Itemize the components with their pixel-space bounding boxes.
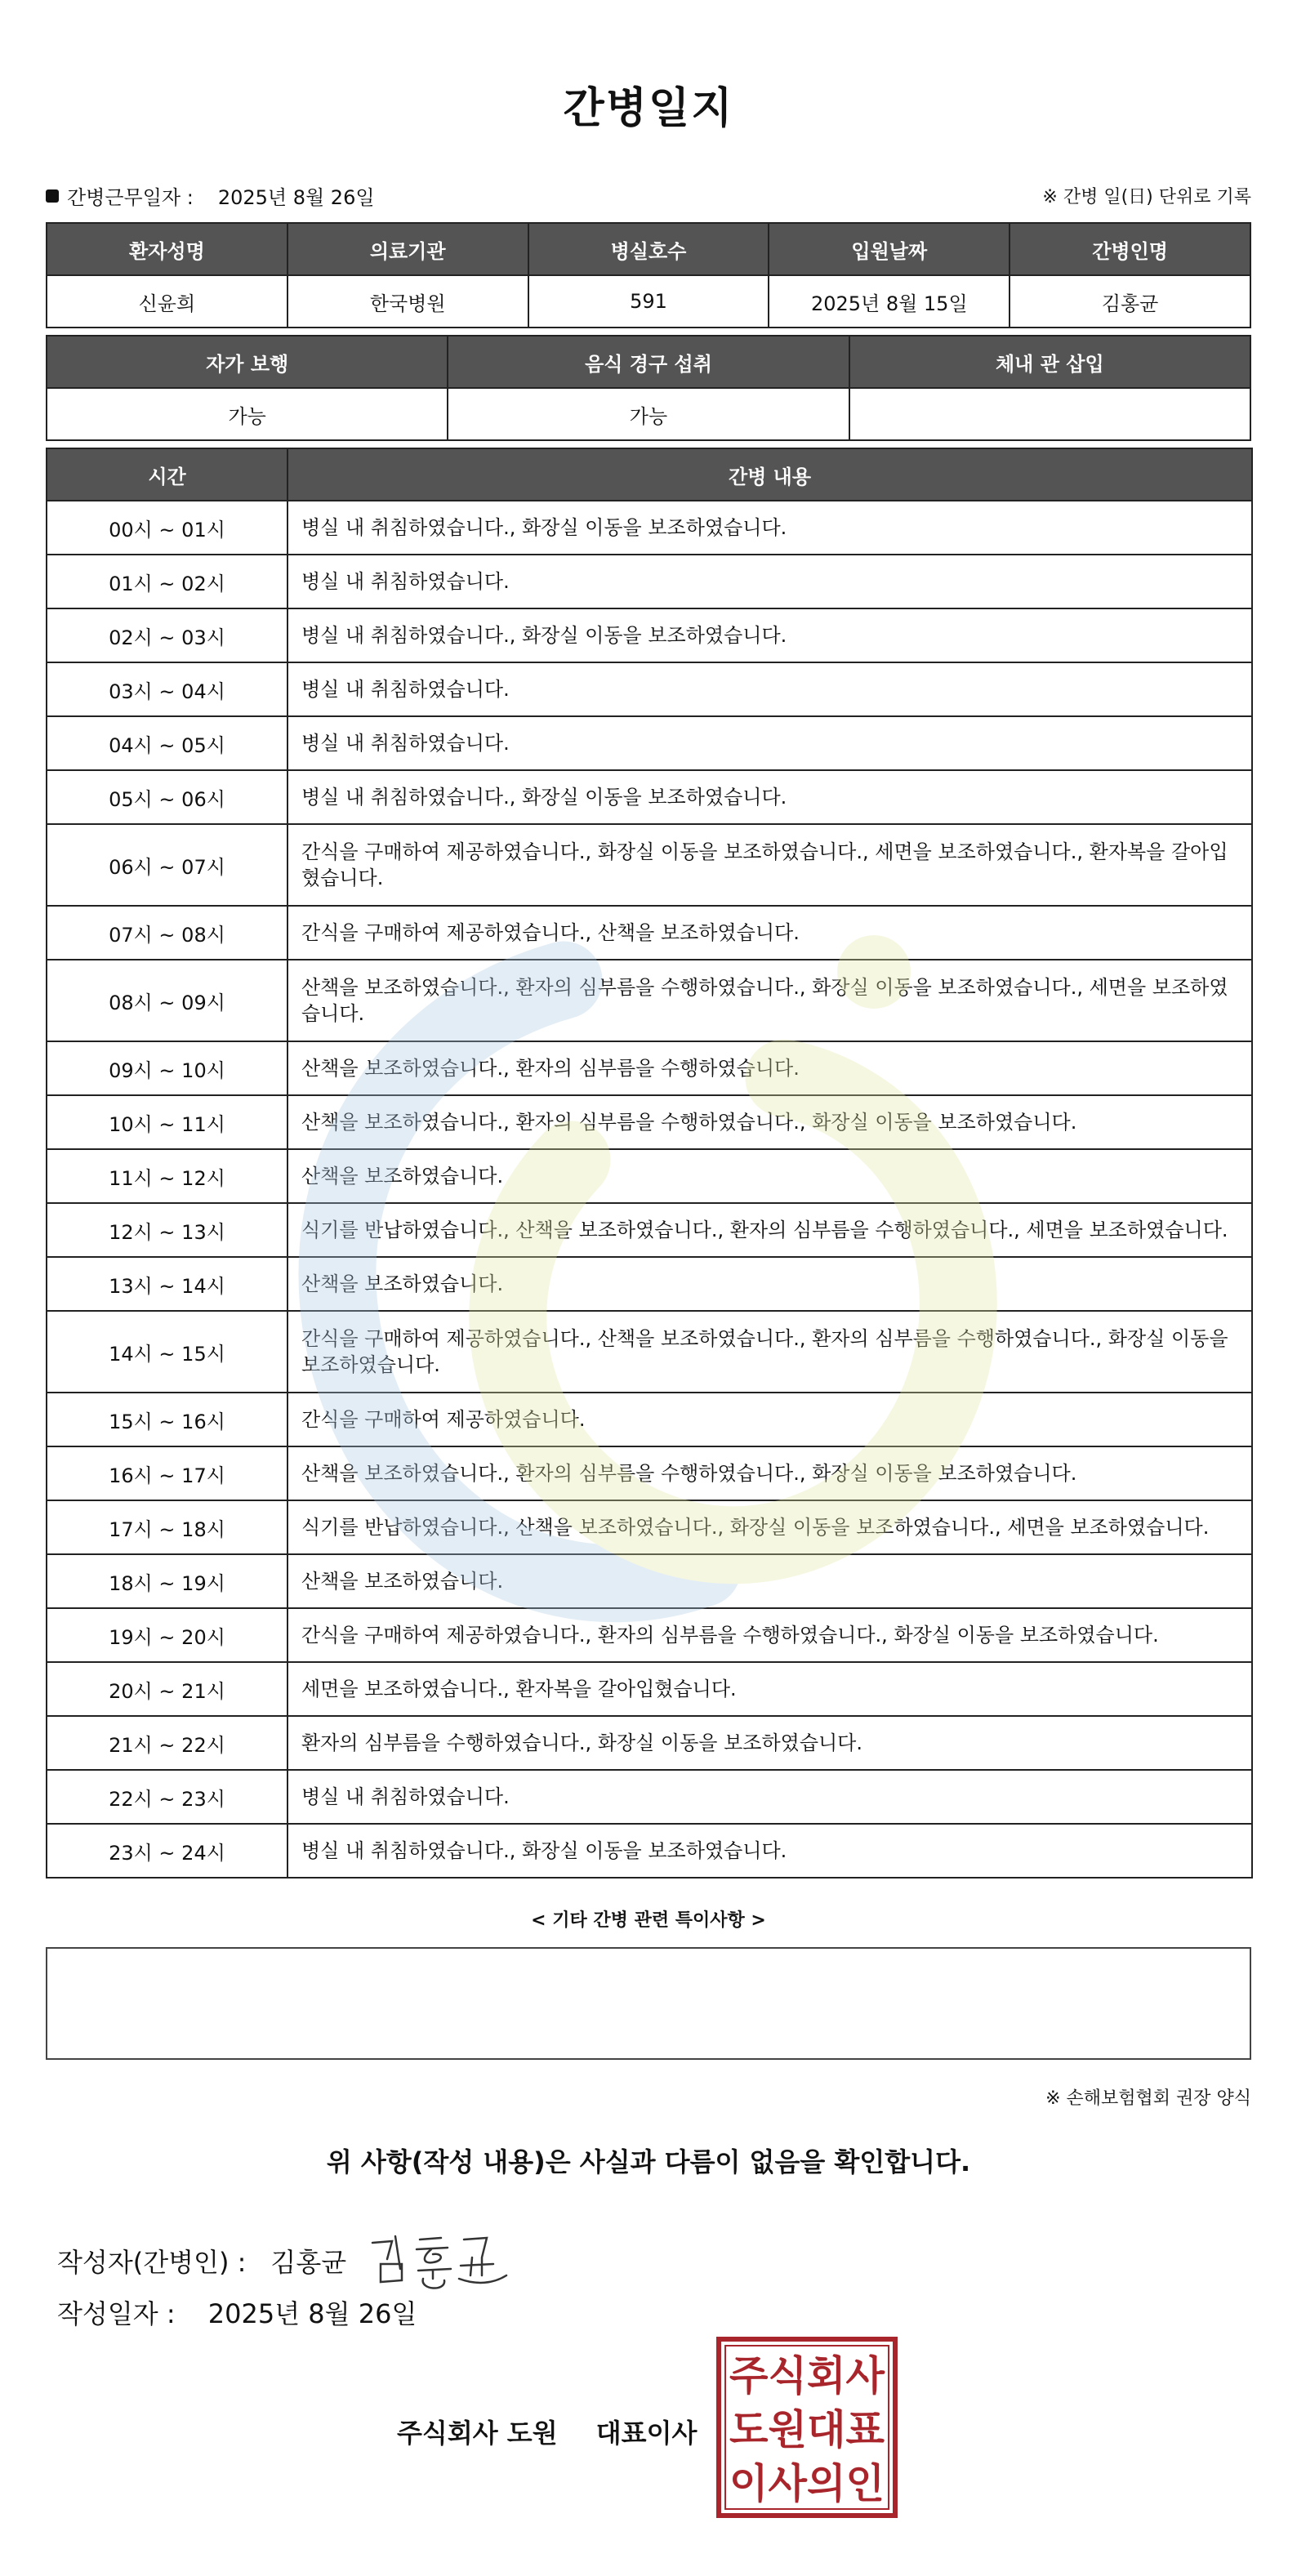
- log-content: 환자의 심부름을 수행하였습니다., 화장실 이동을 보조하였습니다.: [287, 1716, 1252, 1770]
- table-row: [47, 1311, 1252, 1393]
- log-content: 간식을 구매하여 제공하였습니다., 환자의 심부름을 수행하였습니다., 화장실 이동을 보조하였습니다.: [287, 1608, 1252, 1662]
- status-header-tube: 체내 관 삽입: [849, 336, 1250, 388]
- table-row: [47, 1149, 1252, 1203]
- table-row: [47, 501, 1252, 555]
- page-title: 간병일지: [563, 84, 734, 133]
- company-seal-stamp-icon: [715, 2336, 898, 2519]
- log-time: 23시 ~ 24시: [47, 1824, 287, 1878]
- table-row: [47, 1554, 1252, 1608]
- log-time: 16시 ~ 17시: [47, 1446, 287, 1500]
- table-row: [47, 1824, 1252, 1878]
- table-row: [47, 1770, 1252, 1824]
- log-content: 산책을 보조하였습니다., 환자의 심부름을 수행하였습니다., 화장실 이동을 보조하였습니다., 세면을 보조하였습니다.: [287, 960, 1252, 1041]
- log-content: 병실 내 취침하였습니다., 화장실 이동을 보조하였습니다.: [287, 770, 1252, 824]
- tube-status: [849, 388, 1250, 440]
- table-row: [47, 906, 1252, 960]
- patient-name: 신윤희: [47, 275, 287, 328]
- table-row: [47, 824, 1252, 906]
- log-time: 07시 ~ 08시: [47, 906, 287, 960]
- table-row: [47, 960, 1252, 1041]
- log-time: 14시 ~ 15시: [47, 1311, 287, 1393]
- log-time: 17시 ~ 18시: [47, 1500, 287, 1554]
- log-time: 08시 ~ 09시: [47, 960, 287, 1041]
- work-date-label: 간병근무일자 :: [67, 186, 194, 209]
- form-source-note: ※ 손해보험협회 권장 양식: [1045, 2088, 1251, 2109]
- log-time: 13시 ~ 14시: [47, 1257, 287, 1311]
- log-content: 간식을 구매하여 제공하였습니다.: [287, 1393, 1252, 1446]
- log-content: 병실 내 취침하였습니다.: [287, 716, 1252, 770]
- table-row: [47, 1095, 1252, 1149]
- log-time: 18시 ~ 19시: [47, 1554, 287, 1608]
- log-content: 간식을 구매하여 제공하였습니다., 화장실 이동을 보조하였습니다., 세면을 보조하였습니다., 환자복을 갈아입혔습니다.: [287, 824, 1252, 906]
- table-row: [47, 1446, 1252, 1500]
- log-content: 식기를 반납하였습니다., 산책을 보조하였습니다., 환자의 심부름을 수행하였습니다., 세면을 보조하였습니다.: [287, 1203, 1252, 1257]
- table-row: [47, 1257, 1252, 1311]
- info-header-row: [47, 223, 1250, 275]
- author-label: 작성자(간병인) :: [57, 2247, 247, 2278]
- log-header-time: 시간: [47, 448, 287, 501]
- work-date-row: [46, 181, 375, 210]
- author-row: [57, 2228, 518, 2293]
- table-row: [47, 1662, 1252, 1716]
- table-row: [47, 770, 1252, 824]
- log-content: 산책을 보조하였습니다.: [287, 1554, 1252, 1608]
- log-time: 05시 ~ 06시: [47, 770, 287, 824]
- special-notes-box: [46, 1947, 1251, 2060]
- log-time: 22시 ~ 23시: [47, 1770, 287, 1824]
- table-row: [47, 1500, 1252, 1554]
- log-time: 11시 ~ 12시: [47, 1149, 287, 1203]
- svg-text:주식회사: 주식회사: [729, 2352, 885, 2400]
- log-time: 01시 ~ 02시: [47, 555, 287, 608]
- hospital-name: 한국병원: [287, 275, 528, 328]
- log-time: 21시 ~ 22시: [47, 1716, 287, 1770]
- table-row: [47, 608, 1252, 662]
- log-header-content: 간병 내용: [287, 448, 1252, 501]
- log-content: 산책을 보조하였습니다.: [287, 1149, 1252, 1203]
- info-value-row: [47, 275, 1250, 328]
- log-content: 병실 내 취침하였습니다.: [287, 555, 1252, 608]
- bullet-square-icon: [46, 189, 59, 203]
- record-unit-note: ※ 간병 일(日) 단위로 기록: [1042, 187, 1251, 207]
- status-header-walking: 자가 보행: [47, 336, 448, 388]
- log-content: 산책을 보조하였습니다., 환자의 심부름을 수행하였습니다.: [287, 1041, 1252, 1095]
- log-time: 10시 ~ 11시: [47, 1095, 287, 1149]
- info-header-admission-date: 입원날짜: [769, 223, 1010, 275]
- log-content: 간식을 구매하여 제공하였습니다., 산책을 보조하였습니다., 환자의 심부름을 수행하였습니다., 화장실 이동을 보조하였습니다.: [287, 1311, 1252, 1393]
- status-header-oral-intake: 음식 경구 섭취: [448, 336, 849, 388]
- company-name: 주식회사 도원: [397, 2418, 558, 2449]
- log-content: 병실 내 취침하였습니다.: [287, 662, 1252, 716]
- log-time: 04시 ~ 05시: [47, 716, 287, 770]
- table-row: [47, 1041, 1252, 1095]
- company-ceo-title: 대표이사: [595, 2418, 698, 2449]
- log-content: 병실 내 취침하였습니다., 화장실 이동을 보조하였습니다.: [287, 1824, 1252, 1878]
- log-content: 간식을 구매하여 제공하였습니다., 산책을 보조하였습니다.: [287, 906, 1252, 960]
- written-date-row: [57, 2293, 417, 2331]
- room-number: 591: [528, 275, 769, 328]
- log-time: 00시 ~ 01시: [47, 501, 287, 555]
- table-row: [47, 1393, 1252, 1446]
- table-row: [47, 1608, 1252, 1662]
- table-row: [47, 555, 1252, 608]
- log-content: 세면을 보조하였습니다., 환자복을 갈아입혔습니다.: [287, 1662, 1252, 1716]
- walking-status: 가능: [47, 388, 448, 440]
- table-row: [47, 1716, 1252, 1770]
- care-log-table: [46, 448, 1253, 1879]
- svg-text:도원대표: 도원대표: [729, 2406, 885, 2453]
- log-time: 19시 ~ 20시: [47, 1608, 287, 1662]
- log-time: 06시 ~ 07시: [47, 824, 287, 906]
- log-time: 15시 ~ 16시: [47, 1393, 287, 1446]
- company-signoff: [397, 2413, 697, 2450]
- table-row: [47, 662, 1252, 716]
- info-header-hospital: 의료기관: [287, 223, 528, 275]
- info-header-patient-name: 환자성명: [47, 223, 287, 275]
- log-header-row: [47, 448, 1252, 501]
- log-time: 20시 ~ 21시: [47, 1662, 287, 1716]
- admission-date: 2025년 8월 15일: [769, 275, 1010, 328]
- author-name: 김홍균: [270, 2247, 347, 2278]
- log-time: 09시 ~ 10시: [47, 1041, 287, 1095]
- log-content: 산책을 보조하였습니다., 환자의 심부름을 수행하였습니다., 화장실 이동을 보조하였습니다.: [287, 1446, 1252, 1500]
- info-header-room: 병실호수: [528, 223, 769, 275]
- handwritten-signature-icon: [363, 2228, 518, 2293]
- log-time: 12시 ~ 13시: [47, 1203, 287, 1257]
- table-row: [47, 716, 1252, 770]
- info-header-caregiver: 간병인명: [1010, 223, 1250, 275]
- svg-text:이사의인: 이사의인: [729, 2460, 885, 2507]
- log-time: 03시 ~ 04시: [47, 662, 287, 716]
- caregiver-name: 김홍균: [1010, 275, 1250, 328]
- patient-info-table: [46, 222, 1251, 328]
- log-time: 02시 ~ 03시: [47, 608, 287, 662]
- log-content: 병실 내 취침하였습니다., 화장실 이동을 보조하였습니다.: [287, 501, 1252, 555]
- table-row: [47, 1203, 1252, 1257]
- patient-status-table: [46, 335, 1251, 441]
- written-date-value: 2025년 8월 26일: [207, 2298, 417, 2329]
- special-notes-title: < 기타 간병 관련 특이사항 >: [531, 1910, 766, 1931]
- log-content: 병실 내 취침하였습니다., 화장실 이동을 보조하였습니다.: [287, 608, 1252, 662]
- status-header-row: [47, 336, 1250, 388]
- confirmation-statement: 위 사항(작성 내용)은 사실과 다름이 없음을 확인합니다.: [326, 2146, 971, 2177]
- written-date-label: 작성일자 :: [57, 2298, 176, 2329]
- oral-intake-status: 가능: [448, 388, 849, 440]
- log-content: 병실 내 취침하였습니다.: [287, 1770, 1252, 1824]
- log-content: 산책을 보조하였습니다., 환자의 심부름을 수행하였습니다., 화장실 이동을 보조하였습니다.: [287, 1095, 1252, 1149]
- work-date-value: 2025년 8월 26일: [217, 186, 375, 209]
- status-value-row: [47, 388, 1250, 440]
- log-content: 산책을 보조하였습니다.: [287, 1257, 1252, 1311]
- log-content: 식기를 반납하였습니다., 산책을 보조하였습니다., 화장실 이동을 보조하였습니다., 세면을 보조하였습니다.: [287, 1500, 1252, 1554]
